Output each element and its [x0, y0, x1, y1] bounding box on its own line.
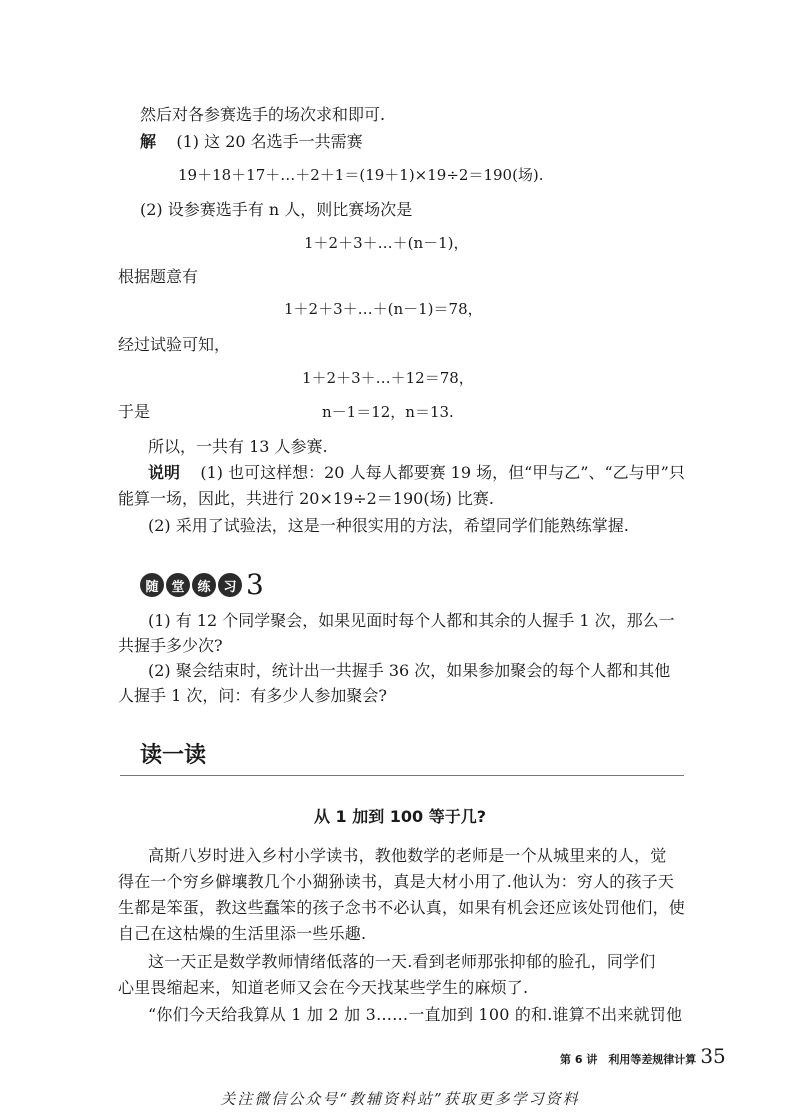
story-line: 生都是笨蛋，教这些蠢笨的孩子念书不必认真，如果有机会还应该处罚他们，使	[118, 898, 686, 917]
equation-2: 1＋2＋3＋…＋(n－1)，	[304, 234, 469, 252]
exercise-badge-4: 习	[218, 573, 242, 597]
equation-1: 19＋18＋17＋…＋2＋1＝(19＋1)×19÷2＝190(场).	[178, 166, 544, 184]
jie-label: 解	[140, 132, 157, 151]
story-line: 得在一个穷乡僻壤教几个小猢狲读书，真是大材小用了.他认为：穷人的孩子天	[118, 872, 675, 891]
note-line-2: 能算一场，因此，共进行 20×19÷2＝190(场) 比赛.	[118, 489, 494, 508]
note-label: 说明	[148, 463, 181, 482]
equation-4: 1＋2＋3＋…＋12＝78，	[302, 369, 474, 387]
article-title: 从 1 加到 100 等于几?	[313, 807, 487, 826]
note1-line1-text: (1) 也可这样想：20 人每人都要赛 19 场，但“甲与乙”、“乙与甲”只	[200, 463, 685, 482]
page-number: 35	[700, 1044, 726, 1068]
exercise-badge-2: 堂	[166, 573, 190, 597]
exercise-badge-3: 练	[192, 573, 216, 597]
note-line-1	[148, 462, 685, 484]
section-title: 读一读	[140, 742, 207, 768]
story-line: 高斯八岁时进入乡村小学读书，教他数学的老师是一个从城里来的人，觉	[148, 846, 667, 865]
yushi-label: 于是	[118, 402, 151, 421]
exercise-q2-line1: (2) 聚会结束时，统计出一共握手 36 次，如果参加聚会的每个人都和其他	[148, 661, 671, 680]
exercise-heading	[140, 570, 264, 600]
story-line: 自己在这枯燥的生活里添一些乐趣.	[118, 924, 367, 943]
jingguo-text: 经过试验可知，	[118, 335, 231, 354]
exercise-q2-line2: 人握手 1 次，问：有多少人参加聚会?	[118, 686, 387, 705]
footer-chapter: 第 6 讲 利用等差规律计算	[560, 1053, 697, 1066]
exercise-badge-1: 随	[140, 573, 164, 597]
section-divider	[120, 775, 684, 776]
story-line: 心里畏缩起来，知道老师又会在今天找某些学生的麻烦了.	[118, 978, 529, 997]
story-line: “你们今天给我算从 1 加 2 加 3……一直加到 100 的和.谁算不出来就罚他	[148, 1005, 683, 1024]
note-2: (2) 采用了试验法，这是一种很实用的方法，希望同学们能熟练掌握.	[148, 516, 629, 535]
solution-part1-line	[140, 131, 363, 153]
solution-part2: (2) 设参赛选手有 n 人，则比赛场次是	[140, 200, 413, 219]
solution-lead: 然后对各参赛选手的场次求和即可.	[140, 105, 386, 124]
story-line: 这一天正是数学教师情绪低落的一天.看到老师那张抑郁的脸孔，同学们	[148, 952, 656, 971]
watermark-text: 关注微信公众号“教辅资料站”获取更多学习资料	[220, 1090, 580, 1108]
part1-text: (1) 这 20 名选手一共需赛	[176, 132, 363, 151]
genju-text: 根据题意有	[118, 267, 199, 286]
exercise-q1-line2: 共握手多少次?	[118, 636, 223, 655]
exercise-number: 3	[246, 568, 264, 601]
equation-5: n－1＝12，n＝13.	[322, 403, 454, 421]
conclusion: 所以，一共有 13 人参赛.	[148, 437, 328, 456]
page-footer	[560, 1044, 726, 1068]
equation-3: 1＋2＋3＋…＋(n－1)＝78，	[284, 300, 483, 318]
exercise-q1-line1: (1) 有 12 个同学聚会，如果见面时每个人都和其余的人握手 1 次，那么一	[148, 611, 675, 630]
